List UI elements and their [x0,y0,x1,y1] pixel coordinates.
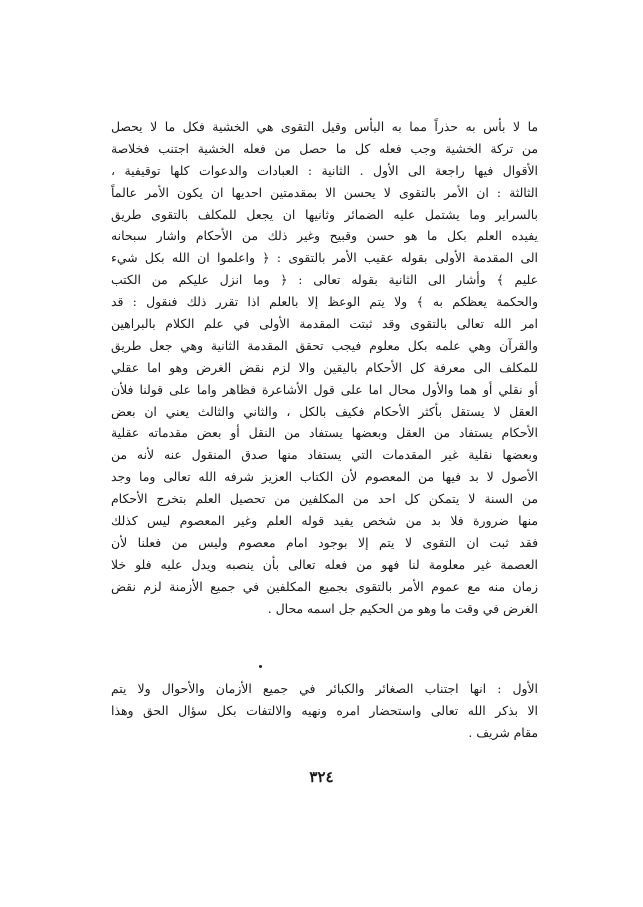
text-line: والقرآن وهي علمه بكل معلوم فيجب تحقق المقدمة الثانية وهي جعل طريق [111,337,538,353]
footnote-line: الأول : انها اجتناب الصغائر والكبائر في جميع الأزمان والأحوال ولا يتم [111,681,538,696]
main-body-text [111,116,538,619]
footnote-line: الا بذكر الله تعالى واستحضار امره ونهيه والالتفات بكل سؤال الحق وهذا [111,702,538,718]
text-line: والحكمة يعظكم به ﴾ ولا يتم الوعظ إلا بالعلم اذا تقرر ذلك فنقول : قد [111,294,538,310]
separator-dot [259,665,262,668]
text-line: من تركة الخشية وجب فعله كل ما حصل من فعله الخشية اجتنب فخلاصة [111,140,538,156]
text-line: أو نقلي أو هما والأول محال اما على قول الأشاعرة فظاهر واما على قولنا فلأن [111,381,538,397]
text-line: الأصول لا بد فيها من المعصوم لأن الكتاب العزيز شرفه الله تعالى وما وجد [111,469,538,485]
text-line: زمان منه مع عموم الأمر بالتقوى بجميع المكلفين في جميع الأزمنة لزم نقض [111,578,538,594]
text-line: وبعضها نقلية غير المقدمات التي يستفاد منها صدق المنقول عنه لأنه من [111,447,538,463]
footnote-text [111,678,538,744]
text-line: منها ضرورة فلا بد من شخص يفيد قوله العلم وغير المعصوم ليس كذلك [111,513,538,529]
text-line: الأحكام يستفاد من العقل وبعضها يستفاد من النقل أو بعض مقدماته عقلية [111,425,538,441]
text-line: العصمة غير معلومة لنا فهو من فعله تعالى بأن ينصبه ويدل عليه فلو خلا [111,556,538,572]
text-line: من السنة لا يتمكن كل احد من المكلفين من تحصيل العلم بتخرج الأحكام [111,491,538,507]
text-line-final: الغرض في وقت ما وهو من الحكيم جل اسمه محال . [267,600,538,616]
text-line: يفيده العلم بكل ما هو حسن وقبيح وغير ذلك من الأحكام واشار سبحانه [111,228,538,244]
text-line: الأقوال فيها راجعة الى الأول . الثانية : العبادات والدعوات كلها توقيفية ، [111,162,538,178]
text-line: الى المقدمة الأولى بقوله عقيب الأمر بالتقوى : ﴿ واعلموا ان الله بكل شيء [111,250,538,266]
text-line: فقد ثبت ان التقوى لا يتم إلا بوجود امام معصوم وليس من فعلنا لأن [111,534,538,550]
text-line: للمكلف الى معرفة كل الأحكام باليقين والا لزم نقض الغرض وهو اما عقلي [111,359,538,375]
page-number: ٣٢٤ [309,768,334,786]
text-line: الثالثة : ان الأمر بالتقوى لا يحسن الا بمقدمتين احديها ان يكون الأمر عالماً [111,184,538,200]
text-line: بالسراير وما يشتمل عليه الضمائر وثانيها ان يجعل للمكلف بالتقوى طريق [111,206,538,222]
footnote-line-final: مقام شريف . [468,724,538,740]
text-line: امر الله تعالى بالتقوى وقد ثبتت المقدمة الأولى في علم الكلام بالبراهين [111,316,538,332]
text-line: عليم ﴾ وأشار الى الثانية بقوله تعالى : ﴿ وما انزل عليكم من الكتب [111,272,538,288]
text-line: العقل لا يستقل بأكثر الأحكام فكيف بالكل ، والثاني والثالث يعني ان بعض [111,403,538,419]
text-line: ما لا بأس به حذراً مما به البأس وقيل التقوى هي الخشية فكل ما لا يحصل [111,119,538,134]
